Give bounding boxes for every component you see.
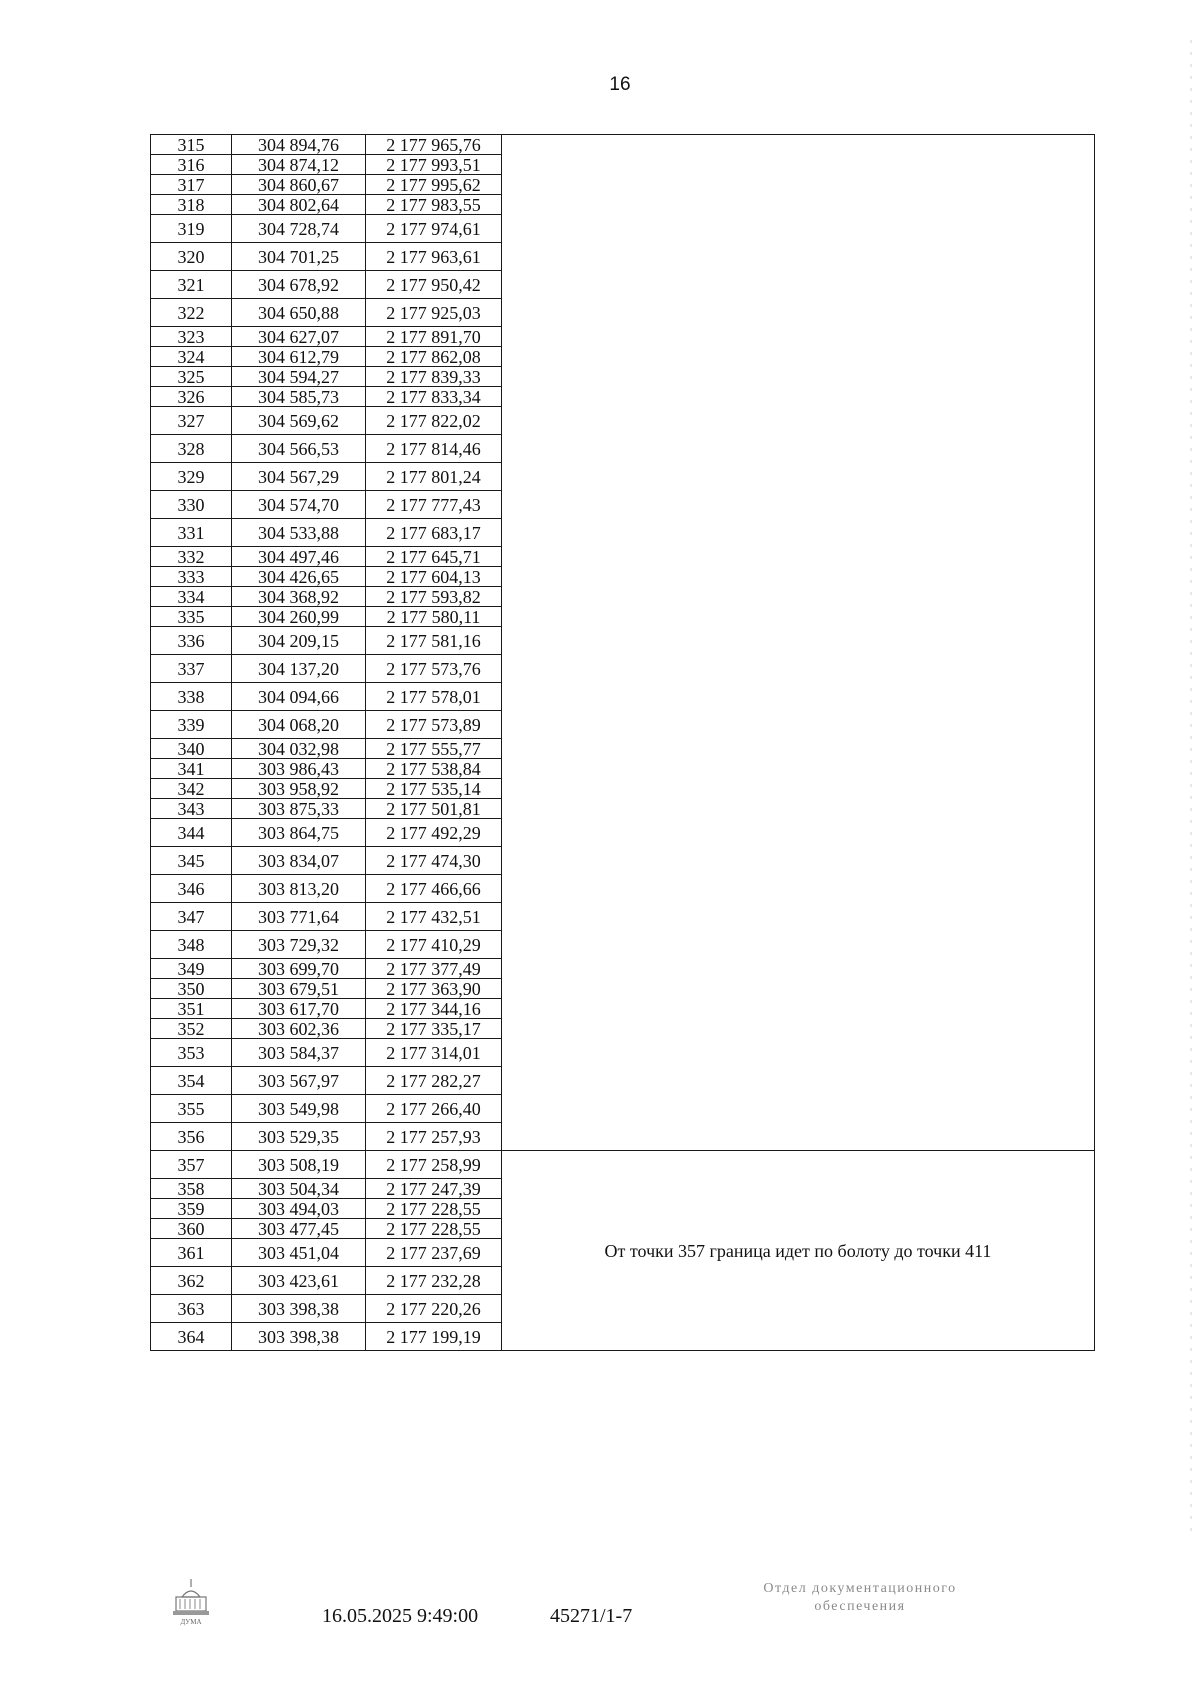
y-coordinate-cell: 2 177 925,03 [366,299,502,327]
x-coordinate-cell: 304 426,65 [232,567,366,587]
y-coordinate-cell: 2 177 377,49 [366,959,502,979]
point-number-cell: 332 [151,547,232,567]
y-coordinate-cell: 2 177 335,17 [366,1019,502,1039]
x-coordinate-cell: 303 771,64 [232,903,366,931]
y-coordinate-cell: 2 177 995,62 [366,175,502,195]
coordinates-table [150,134,1095,1351]
x-coordinate-cell: 303 567,97 [232,1067,366,1095]
footer-document-code: 45271/1-7 [550,1605,633,1627]
x-coordinate-cell: 304 894,76 [232,135,366,155]
point-number-cell: 320 [151,243,232,271]
x-coordinate-cell: 303 584,37 [232,1039,366,1067]
point-number-cell: 324 [151,347,232,367]
point-number-cell: 363 [151,1295,232,1323]
x-coordinate-cell: 303 529,35 [232,1123,366,1151]
y-coordinate-cell: 2 177 777,43 [366,491,502,519]
y-coordinate-cell: 2 177 555,77 [366,739,502,759]
x-coordinate-cell: 304 650,88 [232,299,366,327]
point-number-cell: 326 [151,387,232,407]
point-number-cell: 349 [151,959,232,979]
x-coordinate-cell: 303 477,45 [232,1219,366,1239]
y-coordinate-cell: 2 177 538,84 [366,759,502,779]
point-number-cell: 340 [151,739,232,759]
y-coordinate-cell: 2 177 228,55 [366,1219,502,1239]
point-number-cell: 338 [151,683,232,711]
point-number-cell: 323 [151,327,232,347]
point-number-cell: 316 [151,155,232,175]
x-coordinate-cell: 303 602,36 [232,1019,366,1039]
point-number-cell: 341 [151,759,232,779]
x-coordinate-cell: 304 068,20 [232,711,366,739]
y-coordinate-cell: 2 177 314,01 [366,1039,502,1067]
department-line-2: обеспечения [814,1599,906,1614]
x-coordinate-cell: 303 398,38 [232,1323,366,1351]
point-number-cell: 359 [151,1199,232,1219]
point-number-cell: 353 [151,1039,232,1067]
table-row [151,1151,1095,1179]
y-coordinate-cell: 2 177 432,51 [366,903,502,931]
x-coordinate-cell: 304 612,79 [232,347,366,367]
y-coordinate-cell: 2 177 220,26 [366,1295,502,1323]
point-number-cell: 333 [151,567,232,587]
y-coordinate-cell: 2 177 814,46 [366,435,502,463]
point-number-cell: 331 [151,519,232,547]
x-coordinate-cell: 304 874,12 [232,155,366,175]
point-number-cell: 362 [151,1267,232,1295]
y-coordinate-cell: 2 177 578,01 [366,683,502,711]
x-coordinate-cell: 304 209,15 [232,627,366,655]
x-coordinate-cell: 303 958,92 [232,779,366,799]
point-number-cell: 352 [151,1019,232,1039]
y-coordinate-cell: 2 177 199,19 [366,1323,502,1351]
x-coordinate-cell: 303 617,70 [232,999,366,1019]
y-coordinate-cell: 2 177 801,24 [366,463,502,491]
x-coordinate-cell: 304 627,07 [232,327,366,347]
point-number-cell: 325 [151,367,232,387]
x-coordinate-cell: 303 504,34 [232,1179,366,1199]
x-coordinate-cell: 303 813,20 [232,875,366,903]
point-number-cell: 350 [151,979,232,999]
point-number-cell: 346 [151,875,232,903]
x-coordinate-cell: 303 699,70 [232,959,366,979]
y-coordinate-cell: 2 177 501,81 [366,799,502,819]
y-coordinate-cell: 2 177 604,13 [366,567,502,587]
point-number-cell: 336 [151,627,232,655]
point-number-cell: 328 [151,435,232,463]
point-number-cell: 360 [151,1219,232,1239]
x-coordinate-cell: 304 497,46 [232,547,366,567]
x-coordinate-cell: 304 860,67 [232,175,366,195]
x-coordinate-cell: 303 834,07 [232,847,366,875]
table-row [151,135,1095,155]
y-coordinate-cell: 2 177 266,40 [366,1095,502,1123]
y-coordinate-cell: 2 177 363,90 [366,979,502,999]
y-coordinate-cell: 2 177 580,11 [366,607,502,627]
point-number-cell: 322 [151,299,232,327]
y-coordinate-cell: 2 177 232,28 [366,1267,502,1295]
y-coordinate-cell: 2 177 683,17 [366,519,502,547]
page-number: 16 [609,74,631,95]
x-coordinate-cell: 304 574,70 [232,491,366,519]
boundary-description-cell: От точки 357 граница идет по болоту до точки 411 [502,1151,1095,1351]
x-coordinate-cell: 304 533,88 [232,519,366,547]
x-coordinate-cell: 303 679,51 [232,979,366,999]
point-number-cell: 317 [151,175,232,195]
x-coordinate-cell: 304 678,92 [232,271,366,299]
x-coordinate-cell: 303 398,38 [232,1295,366,1323]
point-number-cell: 315 [151,135,232,155]
point-number-cell: 356 [151,1123,232,1151]
y-coordinate-cell: 2 177 983,55 [366,195,502,215]
x-coordinate-cell: 304 701,25 [232,243,366,271]
point-number-cell: 345 [151,847,232,875]
duma-logo-icon [168,1575,214,1627]
x-coordinate-cell: 304 594,27 [232,367,366,387]
x-coordinate-cell: 304 567,29 [232,463,366,491]
x-coordinate-cell: 304 368,92 [232,587,366,607]
point-number-cell: 354 [151,1067,232,1095]
point-number-cell: 342 [151,779,232,799]
point-number-cell: 318 [151,195,232,215]
y-coordinate-cell: 2 177 492,29 [366,819,502,847]
y-coordinate-cell: 2 177 228,55 [366,1199,502,1219]
y-coordinate-cell: 2 177 833,34 [366,387,502,407]
point-number-cell: 357 [151,1151,232,1179]
y-coordinate-cell: 2 177 535,14 [366,779,502,799]
y-coordinate-cell: 2 177 237,69 [366,1239,502,1267]
point-number-cell: 351 [151,999,232,1019]
x-coordinate-cell: 303 729,32 [232,931,366,959]
y-coordinate-cell: 2 177 839,33 [366,367,502,387]
point-number-cell: 348 [151,931,232,959]
y-coordinate-cell: 2 177 282,27 [366,1067,502,1095]
point-number-cell: 358 [151,1179,232,1199]
footer-datetime: 16.05.2025 9:49:00 [322,1605,479,1627]
y-coordinate-cell: 2 177 474,30 [366,847,502,875]
y-coordinate-cell: 2 177 593,82 [366,587,502,607]
x-coordinate-cell: 303 494,03 [232,1199,366,1219]
x-coordinate-cell: 304 569,62 [232,407,366,435]
y-coordinate-cell: 2 177 344,16 [366,999,502,1019]
y-coordinate-cell: 2 177 581,16 [366,627,502,655]
point-number-cell: 319 [151,215,232,243]
x-coordinate-cell: 304 566,53 [232,435,366,463]
x-coordinate-cell: 303 508,19 [232,1151,366,1179]
point-number-cell: 330 [151,491,232,519]
y-coordinate-cell: 2 177 573,89 [366,711,502,739]
y-coordinate-cell: 2 177 891,70 [366,327,502,347]
y-coordinate-cell: 2 177 258,99 [366,1151,502,1179]
x-coordinate-cell: 303 864,75 [232,819,366,847]
x-coordinate-cell: 303 423,61 [232,1267,366,1295]
y-coordinate-cell: 2 177 645,71 [366,547,502,567]
y-coordinate-cell: 2 177 993,51 [366,155,502,175]
point-number-cell: 364 [151,1323,232,1351]
x-coordinate-cell: 304 585,73 [232,387,366,407]
point-number-cell: 339 [151,711,232,739]
x-coordinate-cell: 303 875,33 [232,799,366,819]
point-number-cell: 361 [151,1239,232,1267]
x-coordinate-cell: 303 986,43 [232,759,366,779]
point-number-cell: 335 [151,607,232,627]
y-coordinate-cell: 2 177 410,29 [366,931,502,959]
x-coordinate-cell: 304 137,20 [232,655,366,683]
y-coordinate-cell: 2 177 257,93 [366,1123,502,1151]
point-number-cell: 334 [151,587,232,607]
y-coordinate-cell: 2 177 950,42 [366,271,502,299]
point-number-cell: 344 [151,819,232,847]
y-coordinate-cell: 2 177 247,39 [366,1179,502,1199]
scan-edge-marks [1186,40,1196,1540]
point-number-cell: 343 [151,799,232,819]
y-coordinate-cell: 2 177 974,61 [366,215,502,243]
boundary-description-cell [502,135,1095,1151]
svg-text:ДУМА: ДУМА [180,1618,202,1626]
x-coordinate-cell: 304 802,64 [232,195,366,215]
x-coordinate-cell: 304 032,98 [232,739,366,759]
point-number-cell: 321 [151,271,232,299]
point-number-cell: 327 [151,407,232,435]
y-coordinate-cell: 2 177 466,66 [366,875,502,903]
x-coordinate-cell: 304 094,66 [232,683,366,711]
y-coordinate-cell: 2 177 963,61 [366,243,502,271]
x-coordinate-cell: 304 728,74 [232,215,366,243]
point-number-cell: 337 [151,655,232,683]
x-coordinate-cell: 303 451,04 [232,1239,366,1267]
y-coordinate-cell: 2 177 573,76 [366,655,502,683]
x-coordinate-cell: 304 260,99 [232,607,366,627]
point-number-cell: 329 [151,463,232,491]
y-coordinate-cell: 2 177 862,08 [366,347,502,367]
point-number-cell: 355 [151,1095,232,1123]
department-line-1: Отдел документационного [763,1581,957,1596]
x-coordinate-cell: 303 549,98 [232,1095,366,1123]
y-coordinate-cell: 2 177 822,02 [366,407,502,435]
point-number-cell: 347 [151,903,232,931]
y-coordinate-cell: 2 177 965,76 [366,135,502,155]
department-stamp [700,1580,1020,1616]
